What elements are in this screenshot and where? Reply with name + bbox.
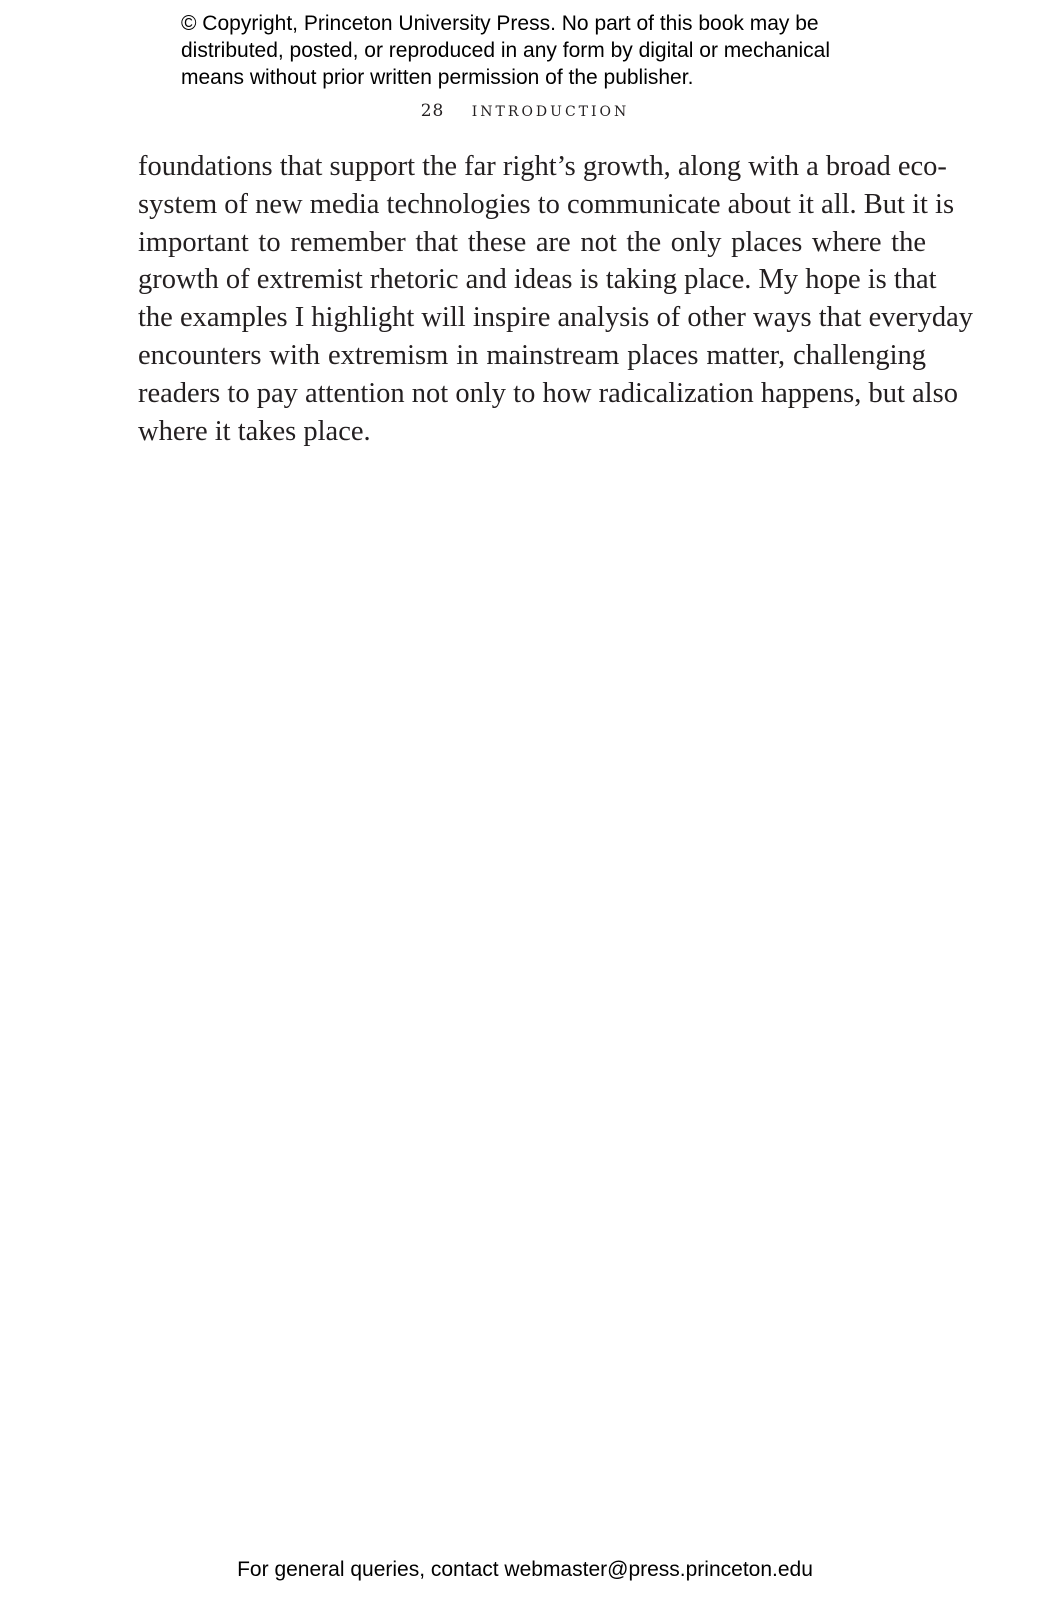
page-number: 28 xyxy=(420,101,445,121)
chapter-title: INTRODUCTION xyxy=(471,104,630,120)
footer-contact: For general queries, contact webmaster@press.princeton.edu xyxy=(237,1558,813,1581)
text-line: growth of extremist rhetoric and ideas is taking place. My hope is that xyxy=(138,264,937,296)
copyright-line: distributed, posted, or reproduced in any form by digital or mechanical xyxy=(181,39,831,62)
copyright-line: means without prior written permission of the publisher. xyxy=(181,66,694,89)
text-line: system of new media technologies to communicate about it all. But it is xyxy=(138,188,955,220)
text-line: foundations that support the far right’s growth, along with a broad eco- xyxy=(138,151,947,182)
running-head xyxy=(0,98,1050,125)
text-line: important to remember that these are not the only places where the xyxy=(138,226,926,258)
body-paragraph xyxy=(138,148,974,450)
text-line: the examples I highlight will inspire analysis of other ways that everyday xyxy=(138,302,974,334)
text-line: encounters with extremism in mainstream places matter, challenging xyxy=(138,339,926,371)
copyright-notice xyxy=(181,10,901,91)
text-line: where it takes place. xyxy=(138,415,371,447)
copyright-line: © Copyright, Princeton University Press. No part of this book may be xyxy=(181,12,819,35)
text-line: readers to pay attention not only to how radicalization happens, but also xyxy=(138,377,958,409)
